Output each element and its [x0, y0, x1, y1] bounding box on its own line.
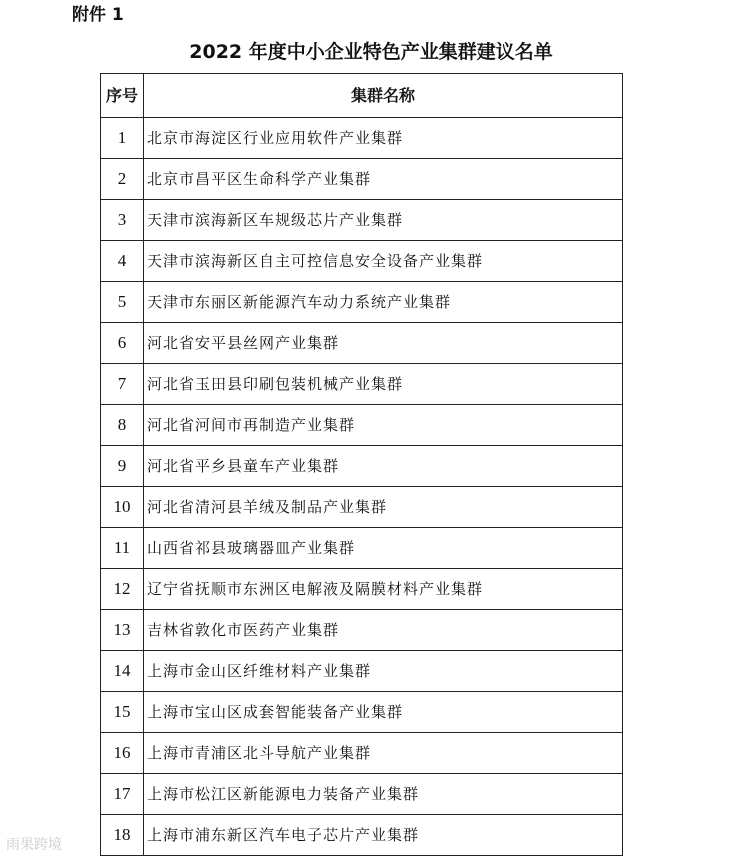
row-number: 17 [101, 774, 144, 815]
header-cluster-name: 集群名称 [144, 74, 623, 118]
row-number: 2 [101, 159, 144, 200]
table-row [101, 692, 623, 733]
row-number: 15 [101, 692, 144, 733]
row-number: 5 [101, 282, 144, 323]
cluster-table [100, 73, 623, 856]
table-row [101, 569, 623, 610]
table-row [101, 405, 623, 446]
row-number: 3 [101, 200, 144, 241]
watermark-text: 雨果跨境 [6, 837, 62, 853]
cluster-name: 上海市浦东新区汽车电子芯片产业集群 [144, 815, 623, 856]
row-number: 14 [101, 651, 144, 692]
table-row [101, 364, 623, 405]
cluster-name: 河北省清河县羊绒及制品产业集群 [144, 487, 623, 528]
table-row [101, 446, 623, 487]
cluster-name: 辽宁省抚顺市东洲区电解液及隔膜材料产业集群 [144, 569, 623, 610]
cluster-name: 天津市滨海新区车规级芯片产业集群 [144, 200, 623, 241]
row-number: 13 [101, 610, 144, 651]
row-number: 8 [101, 405, 144, 446]
document-title: 2022 年度中小企业特色产业集群建议名单 [189, 41, 553, 63]
cluster-name: 上海市宝山区成套智能装备产业集群 [144, 692, 623, 733]
table-row [101, 282, 623, 323]
cluster-name: 河北省安平县丝网产业集群 [144, 323, 623, 364]
row-number: 16 [101, 733, 144, 774]
table-row [101, 118, 623, 159]
table-row [101, 528, 623, 569]
header-serial-number: 序号 [101, 74, 144, 118]
cluster-name: 山西省祁县玻璃器皿产业集群 [144, 528, 623, 569]
cluster-name: 上海市金山区纤维材料产业集群 [144, 651, 623, 692]
row-number: 1 [101, 118, 144, 159]
row-number: 12 [101, 569, 144, 610]
table-row [101, 487, 623, 528]
cluster-name: 天津市东丽区新能源汽车动力系统产业集群 [144, 282, 623, 323]
table-row [101, 610, 623, 651]
row-number: 4 [101, 241, 144, 282]
cluster-name: 上海市青浦区北斗导航产业集群 [144, 733, 623, 774]
table-row [101, 159, 623, 200]
table-row [101, 774, 623, 815]
row-number: 9 [101, 446, 144, 487]
cluster-name: 吉林省敦化市医药产业集群 [144, 610, 623, 651]
row-number: 10 [101, 487, 144, 528]
cluster-name: 上海市松江区新能源电力装备产业集群 [144, 774, 623, 815]
table-row [101, 733, 623, 774]
cluster-name: 河北省河间市再制造产业集群 [144, 405, 623, 446]
table-row [101, 815, 623, 856]
table-row [101, 651, 623, 692]
row-number: 7 [101, 364, 144, 405]
cluster-name: 北京市海淀区行业应用软件产业集群 [144, 118, 623, 159]
cluster-name: 河北省平乡县童车产业集群 [144, 446, 623, 487]
table-header-row [101, 74, 623, 118]
row-number: 6 [101, 323, 144, 364]
cluster-name: 北京市昌平区生命科学产业集群 [144, 159, 623, 200]
cluster-name: 河北省玉田县印刷包装机械产业集群 [144, 364, 623, 405]
row-number: 11 [101, 528, 144, 569]
cluster-name: 天津市滨海新区自主可控信息安全设备产业集群 [144, 241, 623, 282]
attachment-label: 附件 1 [72, 5, 124, 25]
table-row [101, 323, 623, 364]
row-number: 18 [101, 815, 144, 856]
table-row [101, 241, 623, 282]
table-row [101, 200, 623, 241]
